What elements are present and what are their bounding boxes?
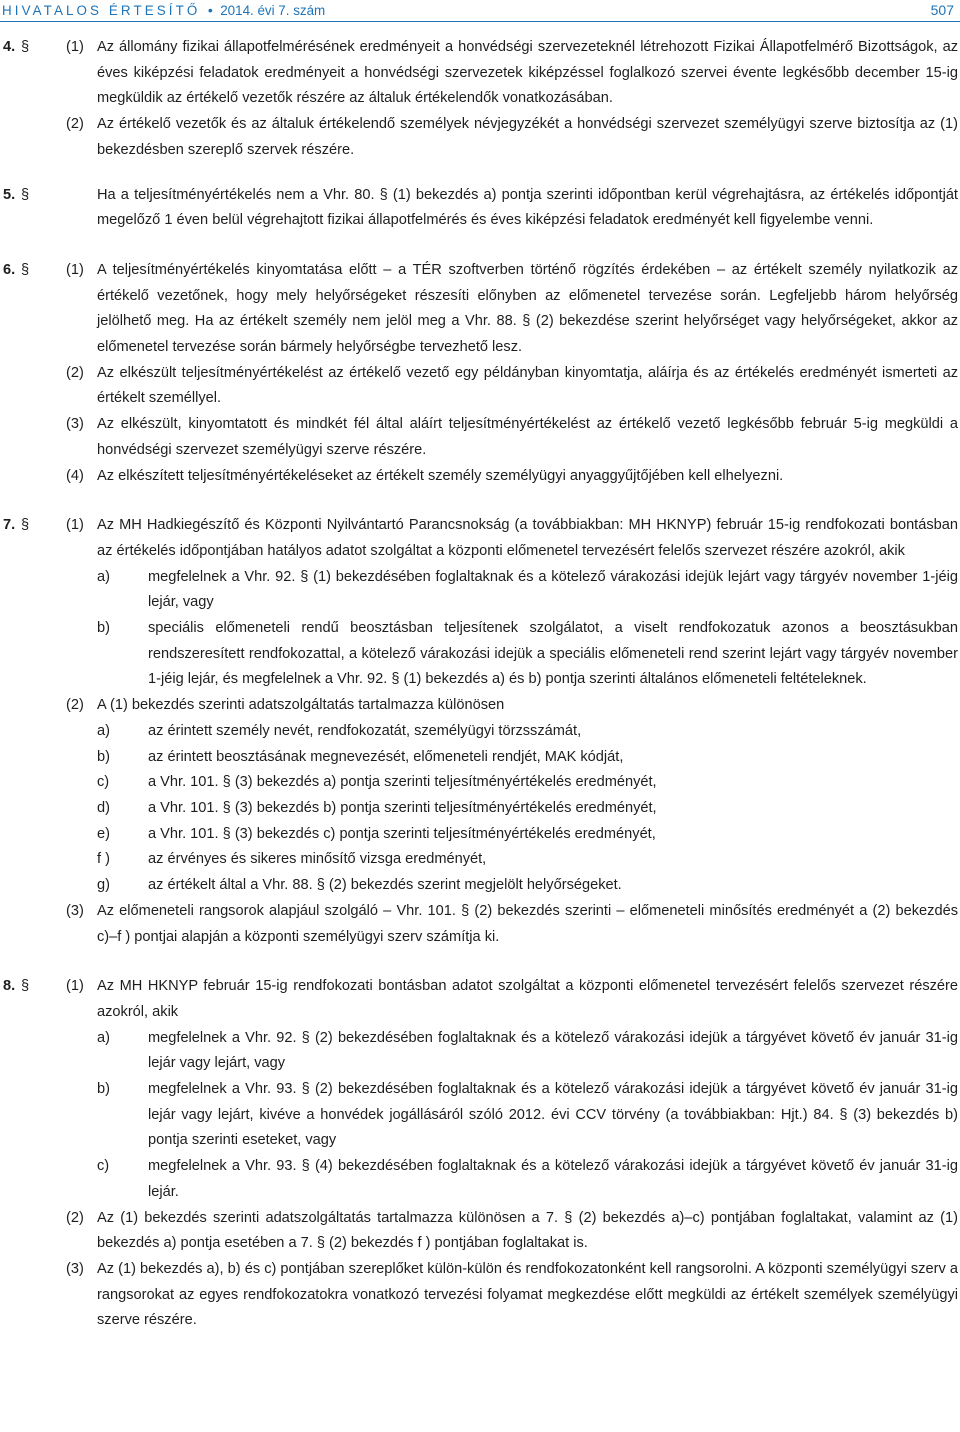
paragraph-number: (2)	[66, 1209, 84, 1226]
header-rule	[0, 21, 960, 22]
paragraph-number: (1)	[66, 39, 84, 55]
paragraph-number: (3)	[66, 902, 84, 919]
paragraph-number: (1)	[66, 261, 84, 278]
section-sign: §	[21, 39, 30, 55]
paragraph	[0, 1257, 960, 1334]
list-item	[0, 1077, 960, 1154]
item-text: az érintett személy nevét, rendfokozatát, személyügyi törzsszámát,	[148, 722, 582, 739]
paragraph	[0, 974, 960, 1025]
item-label: d)	[97, 799, 110, 816]
paragraph	[0, 35, 960, 112]
section-number: 4.	[3, 39, 16, 55]
list-item	[0, 1154, 960, 1205]
list-item	[0, 796, 960, 822]
paragraph	[0, 899, 960, 950]
paragraph-number: (4)	[66, 467, 84, 484]
paragraph	[0, 361, 960, 412]
list-item	[0, 847, 960, 873]
paragraph-text: Az elkészített teljesítményértékeléseket az értékelt személy személyügyi anyaggyűjtőjében kell elhelyezni.	[97, 467, 784, 484]
section-4	[0, 35, 960, 164]
list-item	[0, 745, 960, 771]
paragraph	[0, 1206, 960, 1257]
item-list	[0, 565, 960, 694]
header-separator: •	[207, 2, 213, 18]
section-8	[0, 974, 960, 1334]
section-number: 8.	[3, 978, 16, 995]
paragraph	[0, 464, 960, 490]
page-number: 507	[930, 2, 954, 18]
item-label: g)	[97, 877, 110, 894]
item-label: c)	[97, 774, 110, 791]
section-sign: §	[21, 186, 30, 203]
paragraph	[0, 112, 960, 163]
list-item	[0, 770, 960, 796]
item-list	[0, 719, 960, 899]
item-label: a)	[97, 722, 110, 739]
item-label: b)	[97, 620, 110, 637]
paragraph-text: Az állomány fizikai állapotfelmérésének eredményeit a honvédségi szervezeteknél létrehozott Fizikai Állapotfelmérő Bizottságok, az éves kiképzési feladatok eredményeit a honvédségi szervezetek kiképzéssel foglalkozó szervei évente legkésőbb december 15-ig megküldik az értékelő vezetők részére az általuk értékelendők vonatkozásában.	[97, 39, 958, 107]
list-item	[0, 822, 960, 848]
paragraph-text: Az MH HKNYP február 15-ig rendfokozati bontásban adatot szolgáltat a központi előmenetel tervezésért felelős szervezet részére azokról, akik	[97, 978, 958, 1020]
item-label: e)	[97, 825, 110, 842]
paragraph-text: Az értékelő vezetők és az általuk értékelendő személyek névjegyzékét a honvédségi szervezet személyügyi szerve biztosítja az (1) bekezdésben szereplő szervek részére.	[97, 116, 958, 158]
paragraph-number: (1)	[66, 978, 84, 995]
list-item	[0, 873, 960, 899]
section-number: 7.	[3, 517, 16, 534]
item-text: az értékelt által a Vhr. 88. § (2) bekezdés szerint megjelölt helyőrségeket.	[148, 877, 622, 894]
list-item	[0, 565, 960, 616]
item-text: speciális előmeneteli rendű beosztásban teljesítenek szolgálatot, a viselt rendfokozatuk azonos a beosztásukban rendszeresített rendfokozattal, a kötelező várakozási idejük a speciális előmeneteli rend szerint lejárt vagy tárgyév november 1-jéig lejár, és megfelelnek a Vhr. 92. § (1) bekezdés a) és b) pontja szerinti általános előmeneteli feltételeknek.	[148, 620, 958, 688]
journal-heading	[2, 2, 325, 19]
paragraph-number: (3)	[66, 1260, 84, 1277]
paragraph-number: (2)	[66, 116, 84, 133]
paragraph-text: A teljesítményértékelés kinyomtatása előtt – a TÉR szoftverben történő rögzítés érdekében – az értékelt személy nyilatkozik az értékelő vezetőnek, hogy mely helyőrségeket részesíti előnyben az előmenetel tervezése során. Legfeljebb három helyőrség jelölhető meg. Ha az értékelt személy nem jelöl meg a Vhr. 88. § (2) bekezdése szerint helyőrséget vagy helyőrségeket, akkor az előmenetel tervezése során bármely helyőrségbe tervezhető lesz.	[97, 261, 958, 356]
item-text: megfelelnek a Vhr. 92. § (1) bekezdésében foglaltaknak és a kötelező várakozási idejük lejárt vagy tárgyév november 1-jéig lejár, vagy	[148, 568, 958, 611]
paragraph-text: Az elkészült teljesítményértékelést az értékelő vezető egy példányban kinyomtatja, aláírja és az értékelés eredményét ismerteti az értékelt személlyel.	[97, 364, 958, 407]
item-text: az érvényes és sikeres minősítő vizsga eredményét,	[148, 851, 487, 868]
item-text: a Vhr. 101. § (3) bekezdés c) pontja szerinti teljesítményértékelés eredményét,	[148, 825, 656, 842]
item-text: megfelelnek a Vhr. 92. § (2) bekezdésében foglaltaknak és a kötelező várakozási idejük a tárgyévet követő év január 31-ig lejár vagy lejárt, vagy	[148, 1029, 958, 1072]
paragraph	[0, 258, 960, 361]
item-list	[0, 1026, 960, 1206]
section-number: 6.	[3, 261, 16, 278]
section-sign: §	[21, 978, 30, 995]
section-text: Ha a teljesítményértékelés nem a Vhr. 80. § (1) bekezdés a) pontja szerinti időpontban kerül végrehajtásra, az értékelés időpontját megelőző 1 éven belül végrehajtott fizikai állapotfelmérés és éves kiképzési feladatok eredményét kell figyelembe venni.	[97, 186, 958, 229]
paragraph-text: Az (1) bekezdés a), b) és c) pontjában szereplőket külön-külön és rendfokozatonként kell rangsorolni. A központi személyügyi szerv a rangsorokat az egyes rendfokozatokra vonatkozó tervezési folyamat megkezdése előtt megküldi az értékelt személyek személyügyi szerve részére.	[97, 1260, 958, 1329]
paragraph-text: Az előmeneteli rangsorok alapjául szolgáló – Vhr. 101. § (2) bekezdés szerinti – előmeneteli minősítés eredményét a (2) bekezdés c)–f ) pontjai alapján a központi személyügyi szerv számítja ki.	[97, 902, 958, 945]
paragraph-number: (1)	[66, 517, 84, 534]
section-6	[0, 258, 960, 489]
paragraph-text: Az MH Hadkiegészítő és Központi Nyilvántartó Parancsnokság (a továbbiakban: MH HKNYP) február 15-ig rendfokozati bontásban az értékelés időpontjában hatályos adatot szolgáltat a központi előmenetel tervezésért felelős szervezet részére azokról, akik	[97, 517, 958, 559]
paragraph	[0, 693, 960, 719]
item-label: a)	[97, 1029, 110, 1046]
item-text: a Vhr. 101. § (3) bekezdés b) pontja szerinti teljesítményértékelés eredményét,	[148, 799, 657, 816]
list-item	[0, 1026, 960, 1077]
section-sign: §	[21, 517, 30, 534]
paragraph	[0, 513, 960, 564]
document-body	[0, 35, 960, 1334]
issue-number: 2014. évi 7. szám	[220, 3, 326, 18]
list-item	[0, 616, 960, 693]
item-text: megfelelnek a Vhr. 93. § (2) bekezdésében foglaltaknak és a kötelező várakozási idejük a tárgyévet követő év január 31-ig lejár vagy lejárt, kivéve a honvédek jogállásáról szóló 2012. évi CCV törvény (a továbbiakban: Hjt.) 84. § (3) bekezdés b) pontja szerinti eseteket, vagy	[148, 1081, 958, 1149]
page-header	[0, 0, 960, 22]
item-text: a Vhr. 101. § (3) bekezdés a) pontja szerinti teljesítményértékelés eredményét,	[148, 774, 657, 791]
item-text: az érintett beosztásának megnevezését, előmeneteli rendjét, MAK kódját,	[148, 748, 624, 765]
section-number: 5.	[3, 186, 16, 203]
list-item	[0, 719, 960, 745]
section-5	[0, 183, 960, 234]
paragraph-text: Az (1) bekezdés szerinti adatszolgáltatás tartalmazza különösen a 7. § (2) bekezdés a)–c) pontjában foglaltakat, valamint az (1) bekezdés a) pontja esetében a 7. § (2) bekezdés f ) pontjában foglaltakat is.	[97, 1209, 958, 1252]
item-text: megfelelnek a Vhr. 93. § (4) bekezdésében foglaltaknak és a kötelező várakozási idejük a tárgyévet követő év január 31-ig lejár.	[148, 1158, 958, 1200]
paragraph-number: (2)	[66, 697, 84, 714]
paragraph-text: Az elkészült, kinyomtatott és mindkét fél által aláírt teljesítményértékelést az értékelő vezető legkésőbb február 5-ig megküldi a honvédségi szervezet személyügyi szerve részére.	[97, 416, 958, 458]
item-label: a)	[97, 568, 110, 585]
item-label: c)	[97, 1158, 110, 1175]
journal-title: HIVATALOS ÉRTESÍTŐ	[2, 3, 201, 18]
paragraph-number: (2)	[66, 364, 84, 381]
paragraph-text: A (1) bekezdés szerinti adatszolgáltatás tartalmazza különösen	[97, 697, 505, 714]
item-label: f )	[97, 851, 110, 868]
paragraph	[0, 412, 960, 463]
section-sign: §	[21, 261, 30, 278]
paragraph-number: (3)	[66, 416, 84, 433]
section-7	[0, 513, 960, 950]
item-label: b)	[97, 1081, 110, 1098]
item-label: b)	[97, 748, 110, 765]
